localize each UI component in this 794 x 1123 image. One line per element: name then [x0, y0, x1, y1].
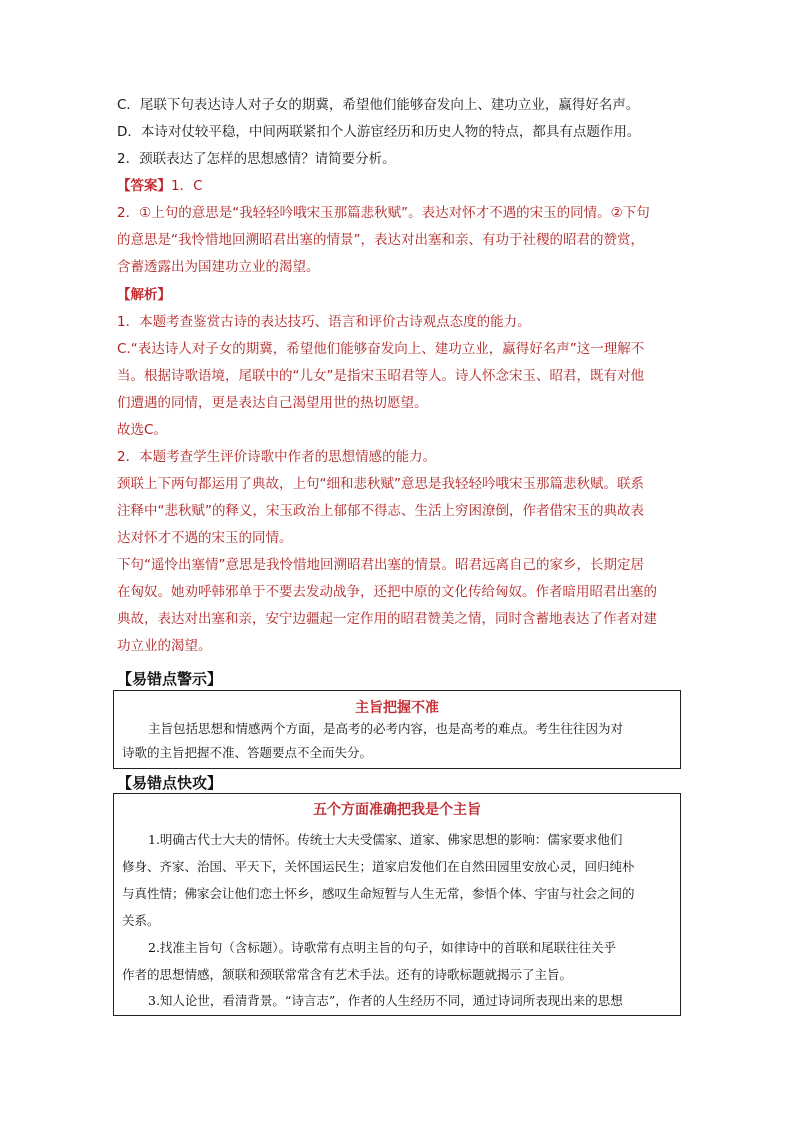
tips-text-line: 与真性情；佛家会让他们恋土怀乡，感叹生命短暂与人生无常，参悟个体、宇宙与社会之间的: [122, 886, 635, 901]
analysis-label: 【解析】: [117, 287, 171, 303]
tips-text-line: 3.知人论世，看清背景。“诗言志”，作者的人生经历不同，通过诗词所表现出来的思想: [148, 993, 623, 1008]
answer-q2-line: 2．①上句的意思是“我轻轻吟哦宋玉那篇悲秋赋”。表达对怀才不遇的宋玉的同情。②下句: [117, 205, 650, 221]
tips-box: [113, 793, 681, 1016]
warning-text-line: 诗歌的主旨把握不准、答题要点不全而失分。: [122, 745, 373, 760]
analysis-line: 下句“遥怜出塞情”意思是我怜惜地回溯昭君出塞的情景。昭君远离自己的家乡，长期定居: [117, 557, 644, 573]
answer-q2-line: 的意思是“我怜惜地回溯昭君出塞的情景”，表达对出塞和亲、有功于社稷的昭君的赞赏，: [117, 232, 644, 248]
analysis-line: 当。根据诗歌语境，尾联中的“儿女”是指宋玉昭君等人。诗人怀念宋玉、昭君，既有对他: [117, 368, 644, 384]
answer-row: [117, 177, 203, 195]
analysis-line: 们遭遇的同情，更是表达自己渴望用世的热切愿望。: [117, 395, 428, 411]
warning-box: [113, 690, 681, 769]
analysis-line: 在匈奴。她劝呼韩邪单于不要去发动战争，还把中原的文化传给匈奴。作者暗用昭君出塞的: [117, 584, 657, 600]
tips-text-line: 关系。: [122, 913, 160, 928]
tips-title: 五个方面准确把我是个主旨: [313, 802, 481, 818]
analysis-line: C.“表达诗人对子女的期冀，希望他们能够奋发向上、建功立业，赢得好名声”这一理解不: [117, 341, 645, 357]
analysis-line: 颈联上下两句都运用了典故，上句“细和悲秋赋”意思是我轻轻吟哦宋玉那篇悲秋赋。联系: [117, 476, 644, 492]
option-d: D．本诗对仗较平稳，中间两联紧扣个人游宦经历和历史人物的特点，都具有点题作用。: [117, 124, 641, 140]
tips-heading: 【易错点快攻】: [117, 774, 223, 792]
question-2: 2．颈联表达了怎样的思想感情？请简要分析。: [117, 151, 396, 167]
tips-text-line: 作者的思想情感，颔联和颈联常常含有艺术手法。还有的诗歌标题就揭示了主旨。: [122, 967, 573, 982]
analysis-line: 注释中“悲秋赋”的释义，宋玉政治上郁郁不得志、生活上穷困潦倒，作者借宋玉的典故表: [117, 503, 644, 519]
warning-text-line: 主旨包括思想和情感两个方面，是高考的必考内容，也是高考的难点。考生往往因为对: [148, 721, 624, 736]
tips-text-line: 2.找准主旨句（含标题）。诗歌常有点明主旨的句子，如律诗中的首联和尾联往往关乎: [148, 940, 617, 955]
warning-title: 主旨把握不准: [355, 700, 439, 716]
analysis-line: 达对怀才不遇的宋玉的同情。: [117, 530, 293, 546]
answer-q2-line: 含蓄透露出为国建功立业的渴望。: [117, 259, 320, 275]
analysis-line: 故选C。: [117, 422, 167, 438]
warning-heading: 【易错点警示】: [117, 670, 223, 688]
tips-text-line: 1.明确古代士大夫的情怀。传统士大夫受儒家、道家、佛家思想的影响：儒家要求他们: [148, 832, 623, 847]
analysis-line: 功立业的渴望。: [117, 638, 212, 654]
tips-text-line: 修身、齐家、治国、平天下，关怀国运民生；道家启发他们在自然田园里安放心灵，回归纯朴: [122, 859, 635, 874]
answer-q1: 1．C: [171, 178, 203, 194]
analysis-line: 2．本题考查学生评价诗歌中作者的思想情感的能力。: [117, 449, 437, 465]
answer-label: 【答案】: [117, 178, 171, 194]
analysis-line: 典故，表达对出塞和亲，安宁边疆起一定作用的昭君赞美之情，同时含蓄地表达了作者对建: [117, 611, 657, 627]
analysis-line: 1．本题考查鉴赏古诗的表达技巧、语言和评价古诗观点态度的能力。: [117, 314, 531, 330]
option-c: C．尾联下句表达诗人对子女的期冀，希望他们能够奋发向上、建功立业，赢得好名声。: [117, 97, 640, 113]
